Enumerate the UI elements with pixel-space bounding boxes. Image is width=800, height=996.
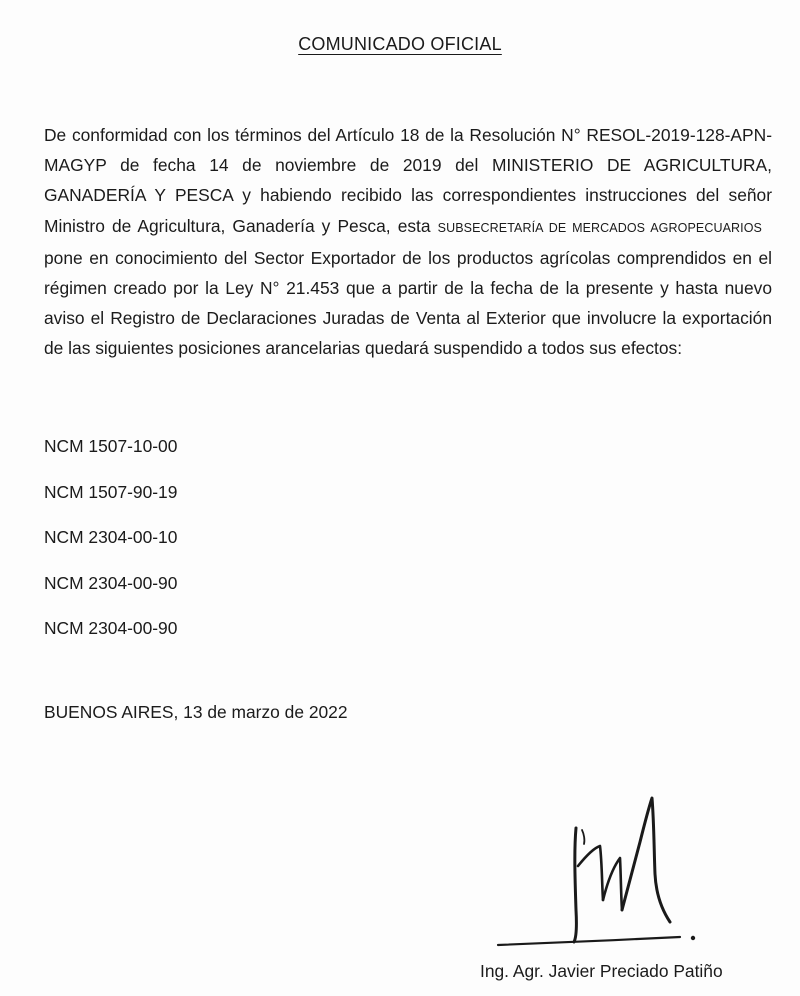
ncm-item: NCM 1507-90-19 xyxy=(44,481,178,502)
ncm-item: NCM 2304-00-10 xyxy=(44,527,178,547)
ncm-item: NCM 2304-00-90 xyxy=(44,618,178,638)
ncm-list xyxy=(44,434,177,662)
document-title xyxy=(0,34,800,55)
signer-name: Ing. Agr. Javier Preciado Patiño xyxy=(480,961,723,981)
place-date: BUENOS AIRES, 13 de marzo de 2022 xyxy=(44,702,348,722)
main-paragraph xyxy=(44,120,772,364)
ncm-item: NCM 2304-00-90 xyxy=(44,572,178,593)
signature-image xyxy=(490,770,730,960)
paragraph-entity: SUBSECRETARÍA DE MERCADOS AGROPECUARIOS xyxy=(437,220,762,235)
paragraph-intro: De conformidad con los términos del Artículo 18 de la Resolución N° RESOL-2019-128-APN-MAGYP de fecha 14 de noviembre de 2019 del MINISTERIO DE AGRICULTURA, GANADERÍA Y PESCA y habiendo recibido las correspondientes instrucciones del señor Ministro de Agricultura, Ganadería y Pesca, esta xyxy=(44,125,772,236)
ncm-item: NCM 1507-10-00 xyxy=(44,436,178,456)
document-title-text: COMUNICADO OFICIAL xyxy=(298,34,502,54)
paragraph-continuation: pone en conocimiento del Sector Exportador de los productos agrícolas comprendidos en el régimen creado por la Ley N° 21.453 que a partir de la fecha de la presente y hasta nuevo aviso el Registro de Declaraciones Juradas de Venta al Exterior que involucre la exportación de las siguientes posiciones arancelarias quedará suspendido a todos sus efectos: xyxy=(44,247,772,359)
